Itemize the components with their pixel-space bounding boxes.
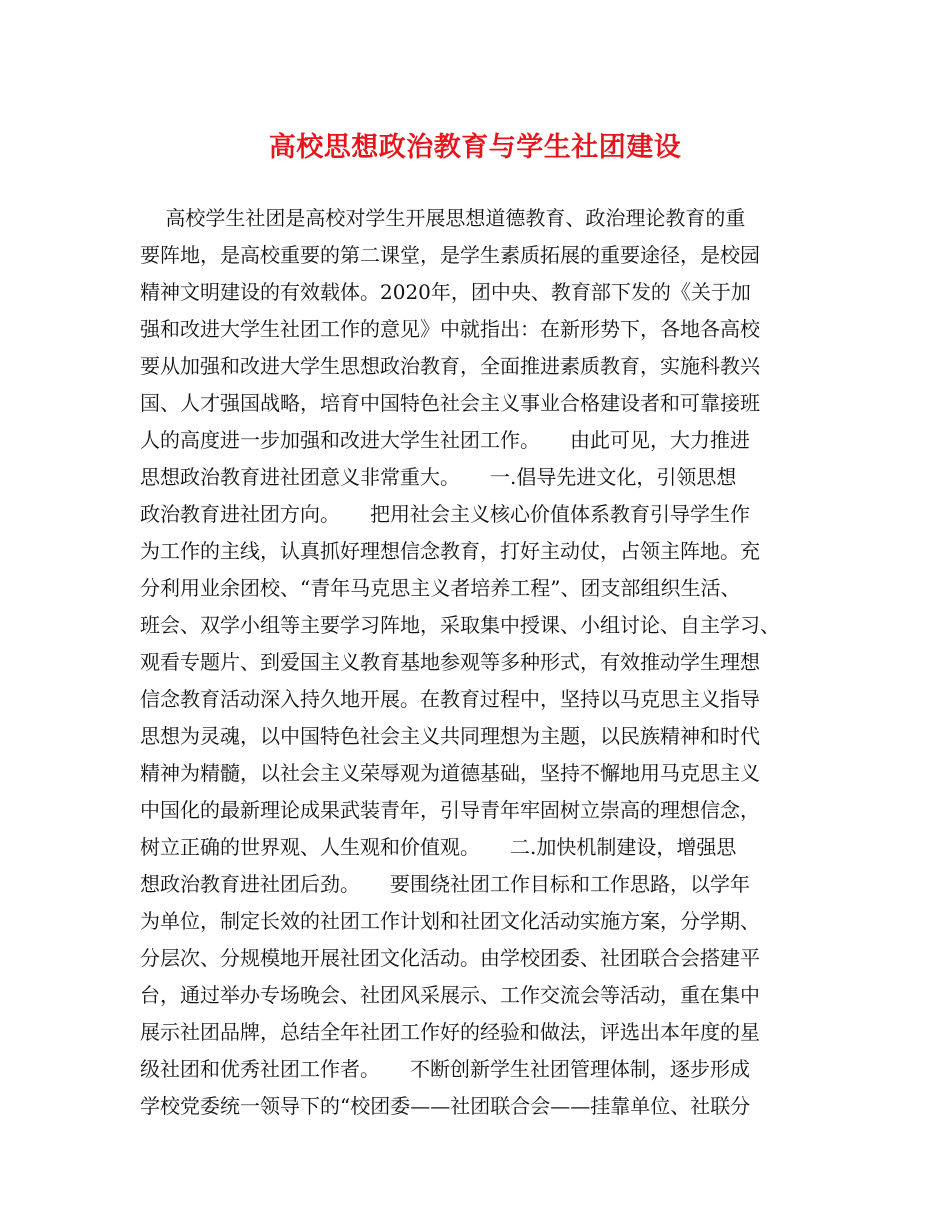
body-line: 为工作的主线，认真抓好理想信念教育，打好主动仗，占领主阵地。充 (140, 539, 760, 563)
body-line: 为单位，制定长效的社团工作计划和社团文化活动实施方案，分学期、 (140, 909, 760, 933)
body-line: 树立正确的世界观、人生观和价值观。 二.加快机制建设，增强思 (140, 835, 737, 859)
body-line: 思想为灵魂，以中国特色社会主义共同理想为主题，以民族精神和时代 (140, 724, 760, 748)
body-line: 政治教育进社团方向。 把用社会主义核心价值体系教育引导学生作 (140, 502, 750, 526)
body-line: 思想政治教育进社团意义非常重大。 一.倡导先进文化，引领思想 (140, 465, 737, 489)
body-line: 中国化的最新理论成果武装青年，引导青年牢固树立崇高的理想信念， (140, 798, 760, 822)
body-line: 强和改进大学生社团工作的意见》中就指出：在新形势下，各地各高校 (140, 317, 760, 341)
body-line: 台，通过举办专场晚会、社团风采展示、工作交流会等活动，重在集中 (140, 983, 760, 1007)
body-line: 学校党委统一领导下的“校团委——社团联合会——挂靠单位、社联分 (140, 1094, 751, 1118)
body-line: 要阵地，是高校重要的第二课堂，是学生素质拓展的重要途径，是校园 (140, 243, 760, 267)
body-line: 观看专题片、到爱国主义教育基地参观等多种形式，有效推动学生理想 (140, 650, 760, 674)
body-line: 分利用业余团校、“青年马克思主义者培养工程”、团支部组织生活、 (140, 576, 741, 600)
body-line: 国、人才强国战略，培育中国特色社会主义事业合格建设者和可靠接班 (140, 391, 760, 415)
body-line: 精神为精髓，以社会主义荣辱观为道德基础，坚持不懈地用马克思主义 (140, 761, 760, 785)
body-line: 展示社团品牌，总结全年社团工作好的经验和做法，评选出本年度的星 (140, 1020, 760, 1044)
body-line: 分层次、分规模地开展社团文化活动。由学校团委、社团联合会搭建平 (140, 946, 760, 970)
body-line: 级社团和优秀社团工作者。 不断创新学生社团管理体制，逐步形成 (140, 1057, 750, 1081)
body-line: 信念教育活动深入持久地开展。在教育过程中，坚持以马克思主义指导 (140, 687, 760, 711)
body-line: 班会、双学小组等主要学习阵地，采取集中授课、小组讨论、自主学习、 (140, 613, 780, 637)
body-line: 要从加强和改进大学生思想政治教育，全面推进素质教育，实施科教兴 (140, 354, 760, 378)
body-line: 人的高度进一步加强和改进大学生社团工作。 由此可见，大力推进 (140, 428, 750, 452)
body-line: 精神文明建设的有效载体。2020年，团中央、教育部下发的《关于加 (140, 280, 751, 304)
document-body (140, 200, 830, 1125)
body-line: 高校学生社团是高校对学生开展思想道德教育、政治理论教育的重 (140, 206, 746, 230)
document-title: 高校思想政治教育与学生社团建设 (268, 132, 682, 163)
body-line: 想政治教育进社团后劲。 要围绕社团工作目标和工作思路，以学年 (140, 872, 750, 896)
